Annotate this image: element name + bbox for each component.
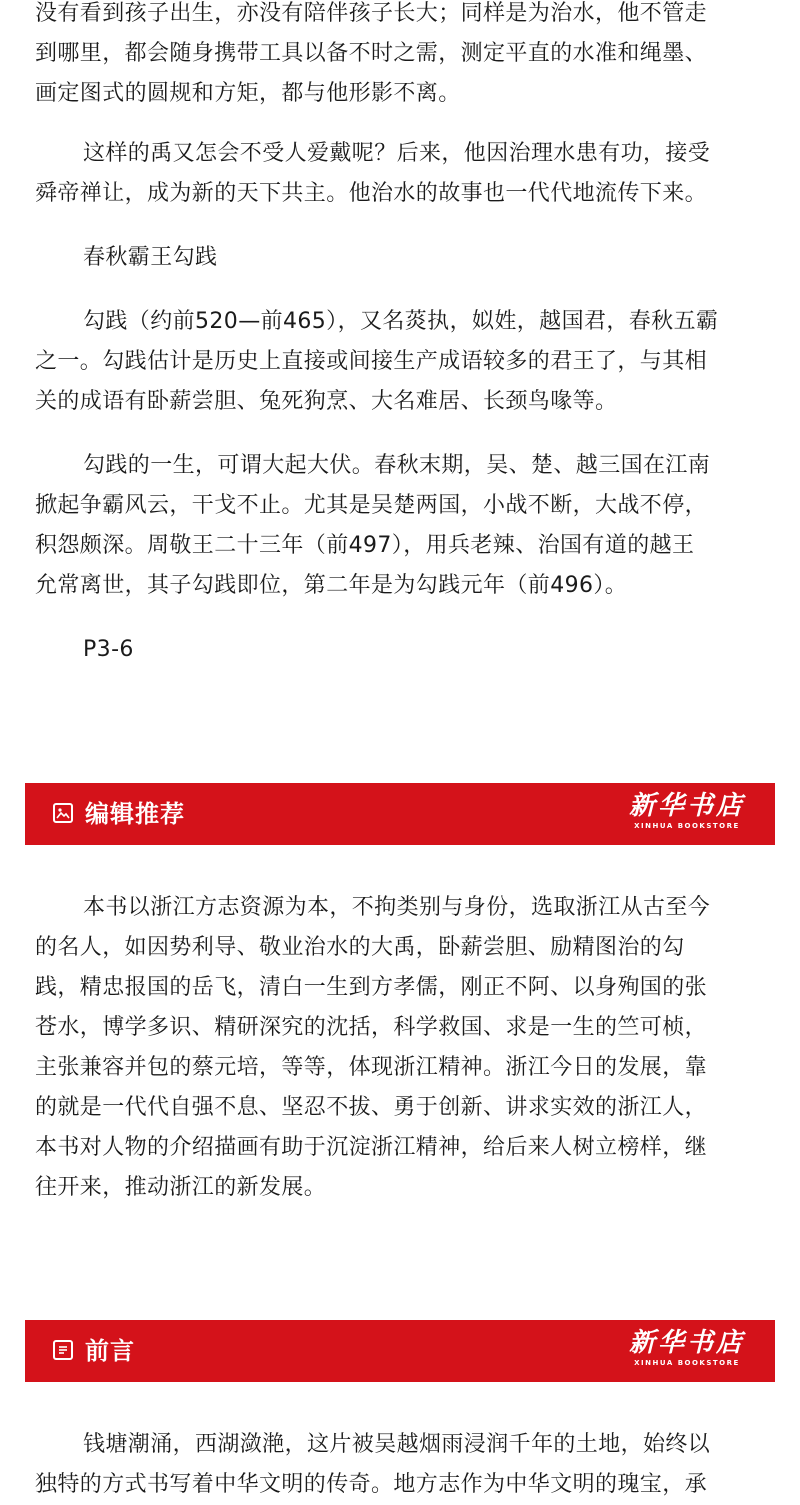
section-banner-preface [25,1320,775,1382]
text-line: 积怨颇深。周敬王二十三年（前497），用兵老辣、治国有道的越王 [35,533,695,558]
text-line: 允常离世，其子勾践即位，第二年是为勾践元年（前496）。 [35,573,628,598]
text-line: 关的成语有卧薪尝胆、兔死狗烹、大名难居、长颈鸟喙等。 [35,389,618,414]
text-line: 勾践（约前520—前465），又名菼执，姒姓，越国君，春秋五霸 [83,309,719,334]
banner-title: 编辑推荐 [85,800,185,828]
text-line: 践，精忠报国的岳飞，清白一生到方孝儒，刚正不阿、以身殉国的张 [35,975,708,1000]
text-line: 往开来，推动浙江的新发展。 [35,1175,327,1200]
xinhua-bookstore-logo [629,1328,745,1368]
paragraph-editor-recommendation [35,888,765,1208]
xinhua-bookstore-logo [629,791,745,831]
logo-english: XINHUA BOOKSTORE [634,1359,740,1367]
document-icon [53,1340,73,1360]
text-line: 的就是一代代自强不息、坚忍不拔、勇于创新、讲求实效的浙江人， [35,1095,708,1120]
text-line: 画定图式的圆规和方矩，都与他形影不离。 [35,81,461,106]
logo-chinese: 新华书店 [628,791,745,821]
paragraph-goujian-life [35,446,765,606]
text-line: 到哪里，都会随身携带工具以备不时之需，测定平直的水准和绳墨、 [35,41,708,66]
text-line: 勾践的一生，可谓大起大伏。春秋末期，吴、楚、越三国在江南 [83,453,711,478]
text-line: 独特的方式书写着中华文明的传奇。地方志作为中华文明的瑰宝，承 [35,1472,708,1497]
logo-chinese: 新华书店 [628,1328,745,1358]
page-reference [35,630,765,670]
paragraph-goujian-intro [35,302,765,422]
section-banner-editor-recommendation [25,783,775,845]
text-line: 主张兼容并包的蔡元培，等等，体现浙江精神。浙江今日的发展，靠 [35,1055,708,1080]
subheading-goujian [35,238,765,278]
image-icon [53,803,73,823]
text-line: 之一。勾践估计是历史上直接或间接生产成语较多的君王了，与其相 [35,349,708,374]
text-line: 这样的禹又怎会不受人爱戴呢？后来，他因治理水患有功，接受 [83,141,711,166]
text-line: 没有看到孩子出生，亦没有陪伴孩子长大；同样是为治水，他不管走 [35,1,708,26]
paragraph-yu-legacy [35,134,765,214]
text-line: P3-6 [83,637,134,662]
paragraph-preface [35,1425,765,1505]
text-line: 苍水，博学多识、精研深究的沈括，科学救国、求是一生的竺可桢， [35,1015,708,1040]
logo-english: XINHUA BOOKSTORE [634,822,740,830]
text-line: 钱塘潮涌，西湖潋滟，这片被吴越烟雨浸润千年的土地，始终以 [83,1432,711,1457]
paragraph-yu-tools [35,0,765,114]
text-line: 舜帝禅让，成为新的天下共主。他治水的故事也一代代地流传下来。 [35,181,708,206]
text-line: 掀起争霸风云，干戈不止。尤其是吴楚两国，小战不断，大战不停， [35,493,708,518]
banner-title: 前言 [85,1337,135,1365]
text-line: 本书以浙江方志资源为本，不拘类别与身份，选取浙江从古至今 [83,895,711,920]
text-line: 本书对人物的介绍描画有助于沉淀浙江精神，给后来人树立榜样，继 [35,1135,708,1160]
text-line: 的名人，如因势利导、敬业治水的大禹，卧薪尝胆、励精图治的勾 [35,935,685,960]
text-line: 春秋霸王勾践 [83,245,218,270]
